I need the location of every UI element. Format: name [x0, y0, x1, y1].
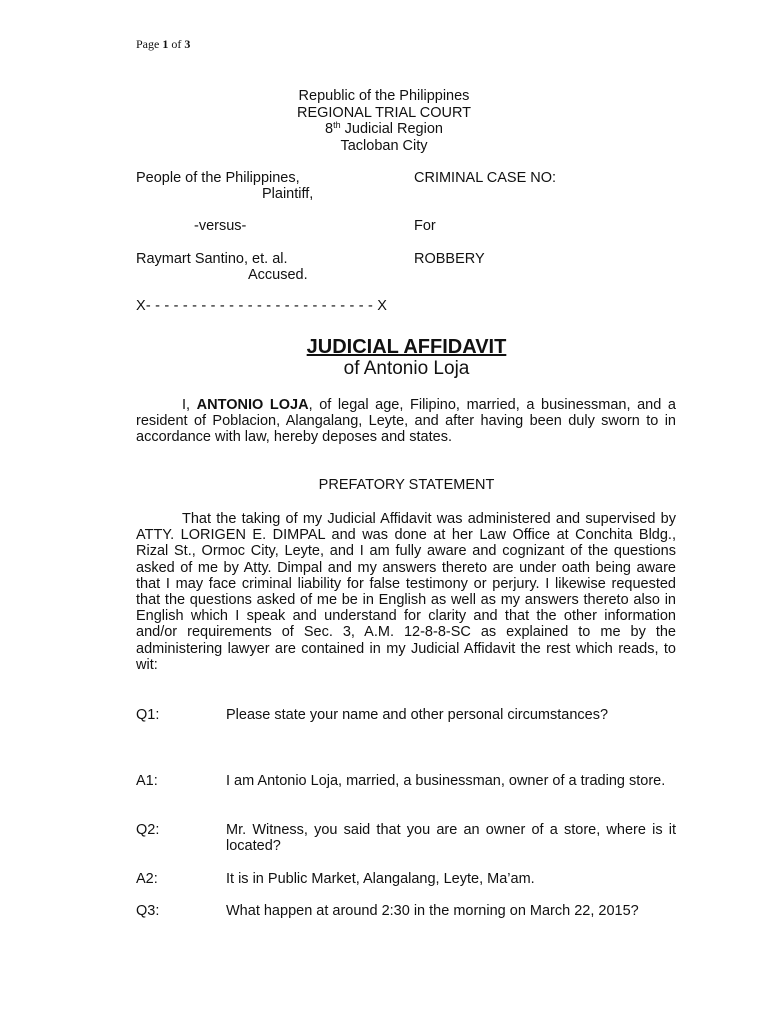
plaintiff-role: Plaintiff,	[262, 186, 314, 202]
qa-label: A1:	[136, 773, 158, 789]
intro-paragraph: I, ANTONIO LOJA, of legal age, Filipino, married, a businessman, and a resident of Poblacion, Alangalang, Leyte, and after having been duly sworn to in accordance with law, hereby deposes and states.	[136, 397, 676, 446]
qa-item	[136, 773, 676, 789]
qa-label: Q2:	[136, 822, 160, 838]
versus-label: -versus-	[194, 218, 247, 234]
republic-line: Republic of the Philippines	[298, 88, 470, 104]
affiant-name: ANTONIO LOJA	[196, 397, 309, 413]
qa-text: It is in Public Market, Alangalang, Leyte, Ma’am.	[226, 871, 535, 887]
qa-label: Q1:	[136, 707, 160, 723]
court-name: REGIONAL TRIAL COURT	[296, 104, 472, 121]
qa-item	[136, 903, 676, 919]
prefatory-paragraph: That the taking of my Judicial Affidavit was administered and supervised by ATTY. LORIGEN E. DIMPAL and was done at her Law Office at Conchita Bldg., Rizal St., Ormoc City, Leyte, and I am fully aware and cognizant of the questions asked of me by Atty. Dimpal and my answers thereto are under oath being aware that I may face criminal liability for false testimony or perjury. I likewise requested that the questions asked of me be in English as well as my answers thereto also in English which I speak and understand for clarity and that the other information and/or requirements of Sec. 3, A.M. 12-8-8-SC as explained to me by the administering lawyer are contained in my Judicial Affidavit the rest which reads, to wit:	[136, 511, 676, 673]
section-title: PREFATORY STATEMENT	[318, 477, 495, 493]
qa-text: What happen at around 2:30 in the morning on March 22, 2015?	[226, 903, 639, 919]
qa-item	[136, 707, 676, 723]
page-number: Page 1 of 3	[136, 37, 191, 51]
offense: ROBBERY	[414, 251, 485, 267]
court-city: Tacloban City	[340, 137, 428, 154]
qa-label: A2:	[136, 871, 158, 887]
document-subtitle: of Antonio Loja	[343, 358, 470, 379]
accused-role: Accused.	[248, 267, 308, 283]
qa-text: Please state your name and other personal circumstances?	[226, 707, 609, 723]
qa-item	[136, 822, 676, 854]
caption-divider: X- - - - - - - - - - - - - - - - - - - - - - - - - X	[136, 298, 388, 314]
judicial-region: 8th Judicial Region	[325, 120, 443, 137]
qa-text: I am Antonio Loja, married, a businessman, owner of a trading store.	[226, 773, 666, 789]
document-title: JUDICIAL AFFIDAVIT	[306, 336, 507, 358]
accused-name: Raymart Santino, et. al.	[136, 251, 288, 267]
qa-item	[136, 871, 676, 887]
court-header	[0, 88, 768, 154]
case-number-label: CRIMINAL CASE NO:	[414, 170, 557, 186]
for-label: For	[414, 218, 436, 234]
qa-text: Mr. Witness, you said that you are an owner of a store, where is it located?	[226, 822, 676, 855]
qa-label: Q3:	[136, 903, 160, 919]
plaintiff-name: People of the Philippines,	[136, 170, 300, 186]
